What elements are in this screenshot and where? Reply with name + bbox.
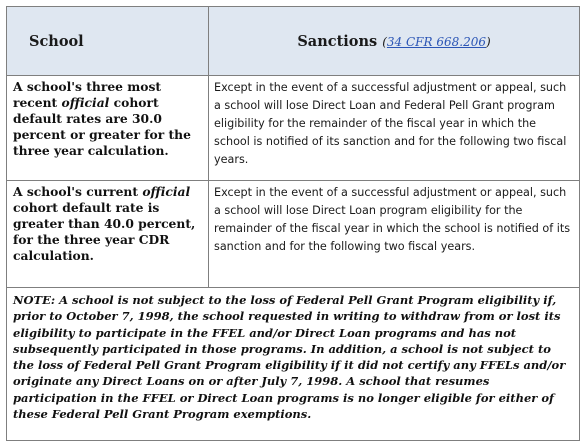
school-condition-cell	[7, 76, 209, 181]
header-school	[7, 7, 209, 76]
school-condition-text-end: cohort default rates are 30.0 percent or greater for the three year calculation.	[13, 95, 191, 158]
table-row	[7, 76, 580, 181]
citation-link[interactable]: 34 CFR 668.206	[386, 34, 486, 49]
note-row	[7, 288, 580, 441]
sanction-text: Except in the event of a successful adjustment or appeal, such a school will lose Direct Loan and Federal Pell Grant program eligibility for the remainder of the fiscal year in which the school is notified of its sanction and for the following two fiscal years.	[214, 81, 567, 166]
header-sanctions	[209, 7, 580, 76]
school-condition-text: A school's three most recent	[13, 79, 162, 110]
sanction-cell	[209, 76, 580, 181]
header-school-label: School	[29, 32, 84, 50]
sanctions-table	[6, 6, 580, 441]
note-text: NOTE: A school is not subject to the loss of Federal Pell Grant Program eligibility if, prior to October 7, 1998, the school requested in writing to withdraw from or lost its eligibility to participate in the FFEL and/or Direct Loan programs and has not subsequently participated in those programs. In addition, a school is not subject to the loss of Federal Pell Grant Program eligibility if it did not certify any FFELs and/or originate any Direct Loans on or after July 7, 1998. A school that resumes participation in the FFEL or Direct Loan programs is no longer eligible for either of these Federal Pell Grant Program exemptions.	[13, 293, 566, 422]
sanction-text: Except in the event of a successful adjustment or appeal, such a school will lose Direct Loan program eligibility for the remainder of the fiscal year in which the school is notified of its sanction and for the following two fiscal years.	[214, 186, 571, 253]
citation-close-paren: )	[485, 34, 491, 49]
school-condition-emphasis: official	[61, 95, 110, 110]
header-sanctions-label: Sanctions	[297, 32, 378, 50]
table-row	[7, 181, 580, 288]
school-condition-emphasis: official	[142, 184, 191, 199]
citation	[382, 35, 490, 49]
school-condition-text: A school's current	[13, 184, 143, 199]
school-condition-cell	[7, 181, 209, 288]
sanction-cell	[209, 181, 580, 288]
note-cell	[7, 288, 580, 441]
sanctions-table-container	[6, 6, 579, 441]
table-header-row	[7, 7, 580, 76]
school-condition-text-end: cohort default rate is greater than 40.0 percent, for the three year CDR calculation.	[13, 200, 196, 263]
citation-open-paren: (	[382, 34, 387, 49]
